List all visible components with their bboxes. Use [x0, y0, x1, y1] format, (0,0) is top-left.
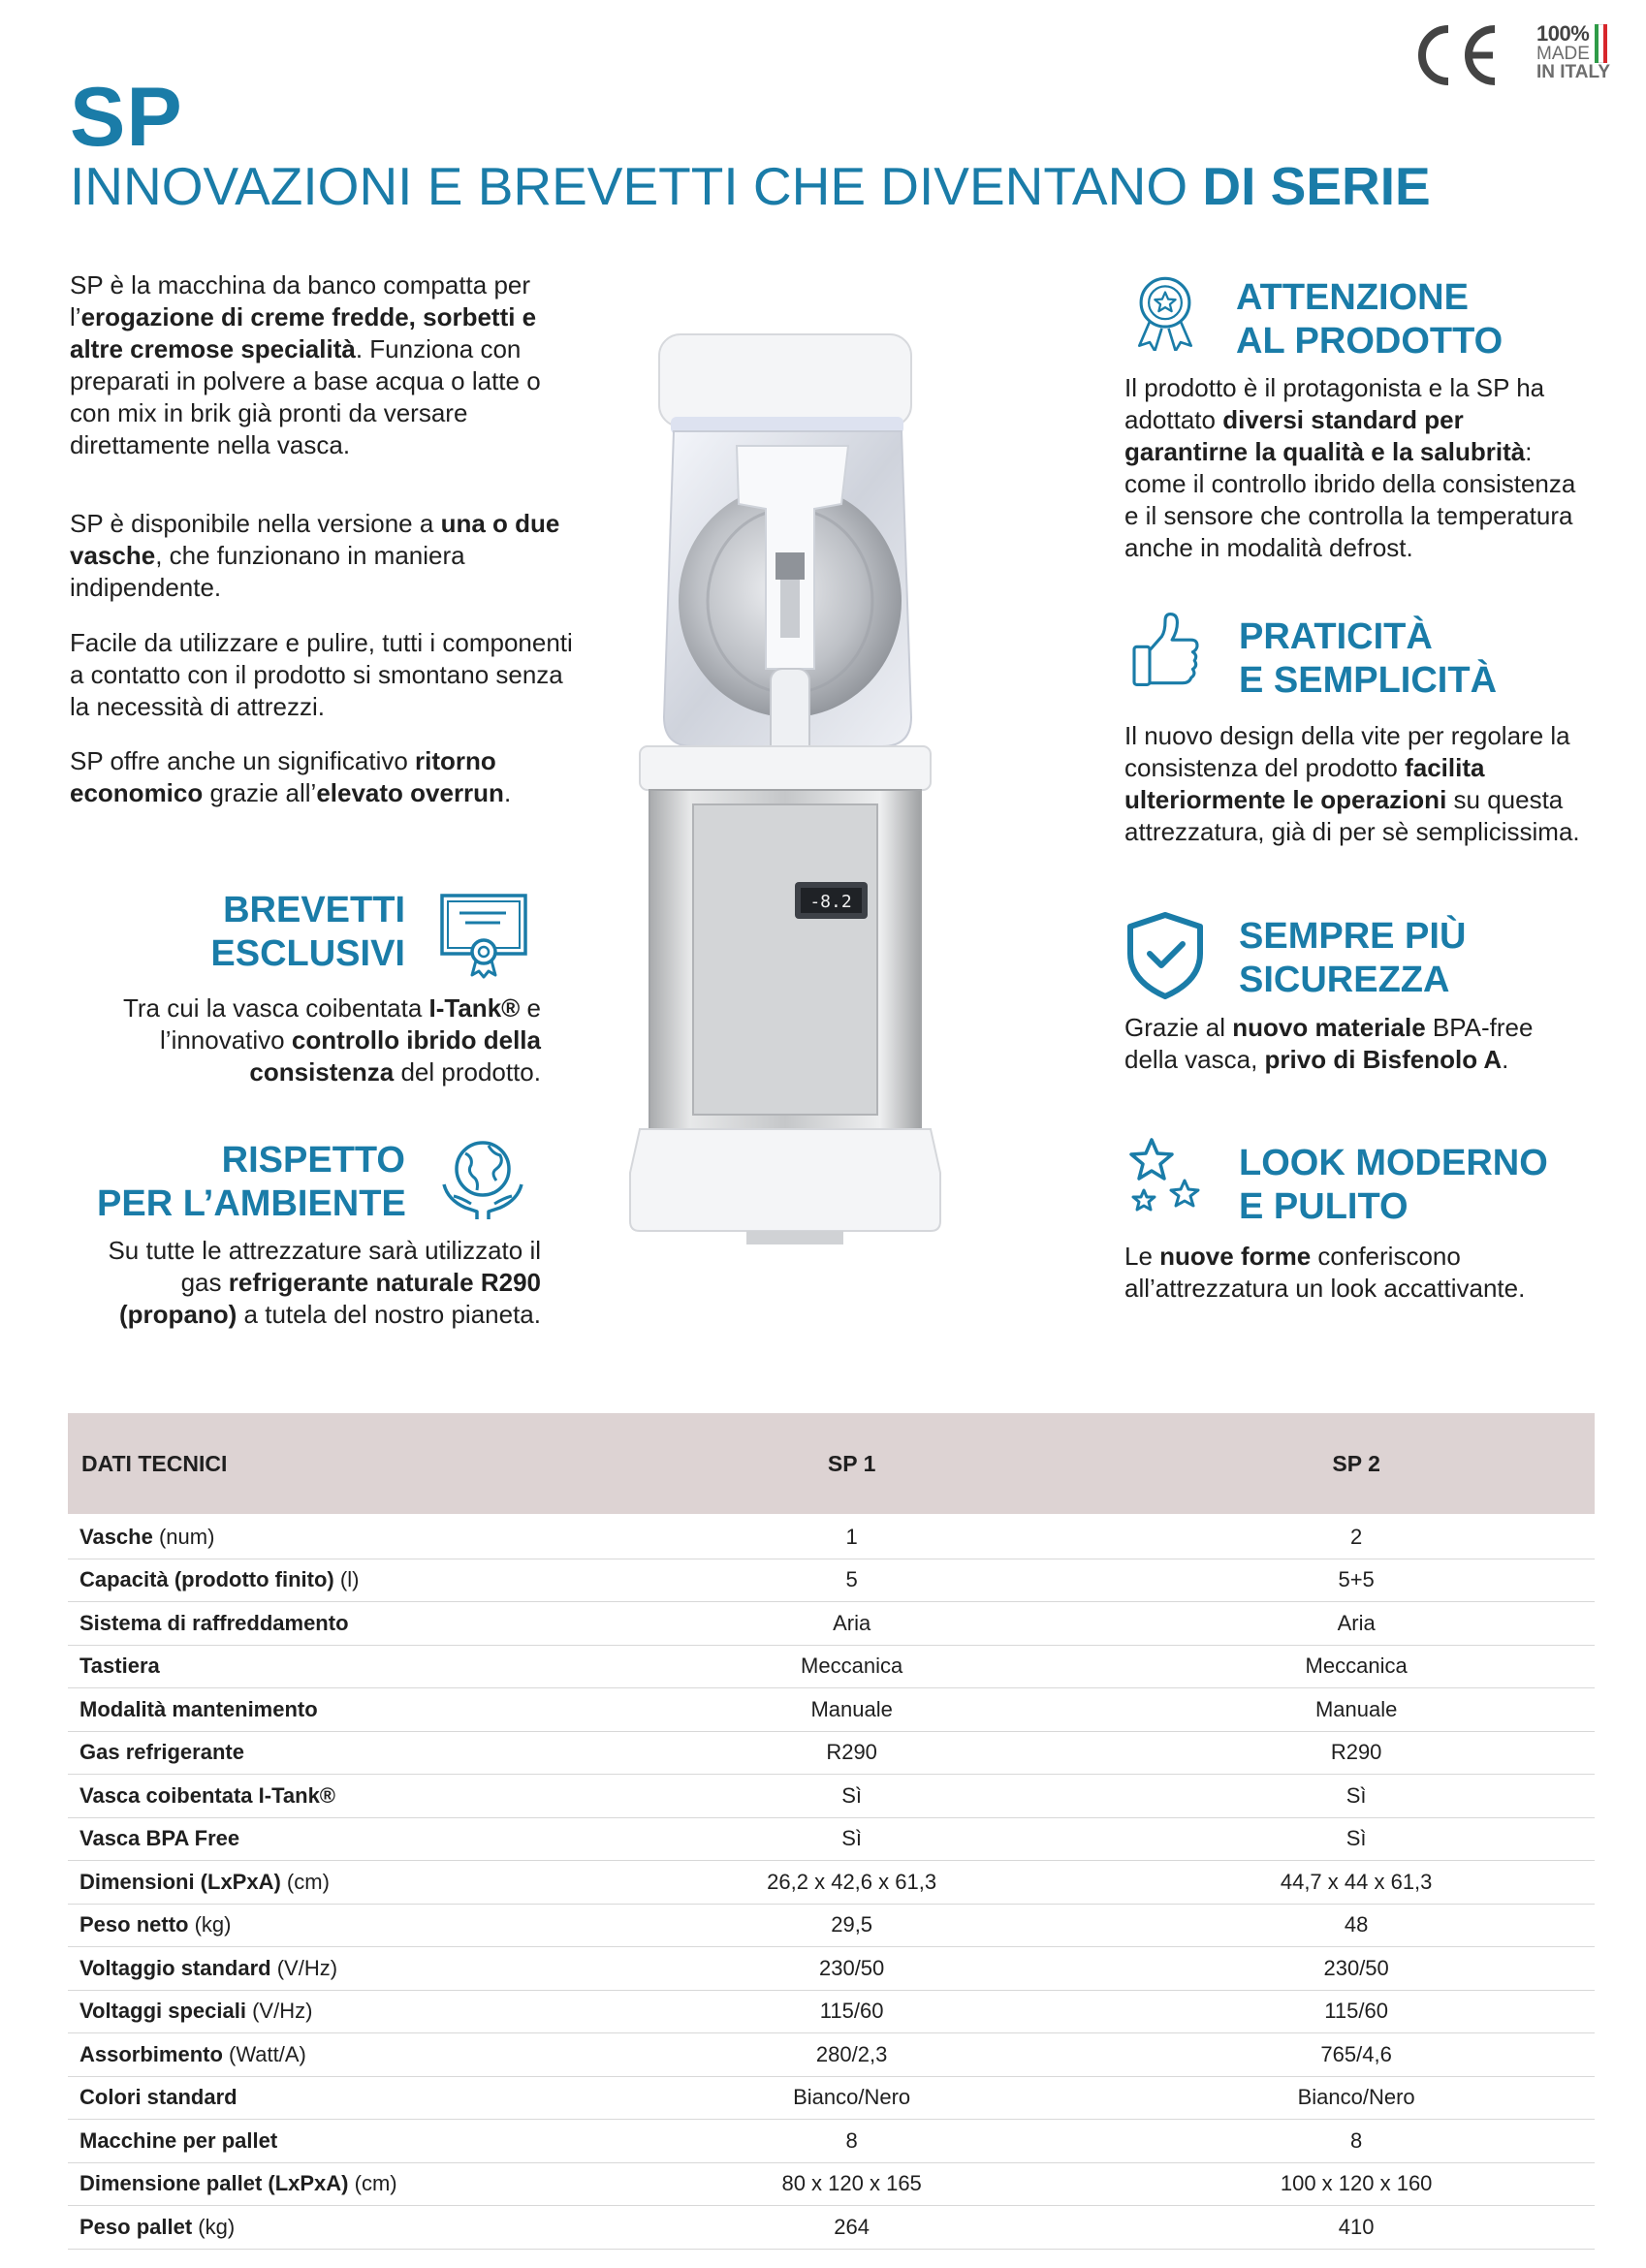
sp1-value: 264 — [586, 2206, 1118, 2250]
page-title: SP — [70, 71, 183, 164]
feature-praticita-title: PRATICITÀ E SEMPLICITÀ — [1239, 616, 1498, 701]
row-label: Colori standard — [68, 2076, 586, 2120]
intro-paragraph-3: Facile da utilizzare e pulire, tutti i componenti a contatto con il prodotto si smontano senza la necessità di attrezzi. — [70, 628, 573, 721]
sp2-value: 5+5 — [1118, 1559, 1595, 1602]
sp1-value: 1 — [586, 1514, 1118, 1559]
sp2-value: R290 — [1118, 1731, 1595, 1775]
feature-attenzione-body: Il prodotto è il protagonista e la SP ha adottato diversi standard per garantirne la qualità e la salubrità: come il controllo ibrido della consistenza e il sensore che controlla la temperatura anche in modalità defrost. — [1124, 373, 1576, 562]
stars-icon — [1124, 1136, 1204, 1217]
feature-brevetti-title: BREVETTI ESCLUSIVI — [210, 890, 405, 974]
subtitle-regular: INNOVAZIONI E BREVETTI CHE DIVENTANO — [70, 156, 1203, 216]
sp2-value: 48 — [1118, 1904, 1595, 1947]
table-row — [68, 1645, 1595, 1688]
feature-sicurezza-title: SEMPRE PIÙ SICUREZZA — [1239, 916, 1467, 1000]
page-subtitle — [70, 156, 1431, 216]
shield-check-icon — [1124, 911, 1206, 1000]
feature-praticita-body: Il nuovo design della vite per regolare la consistenza del prodotto facilita ulteriormente le operazioni su questa attrezzatura, già di per sè semplicissima. — [1124, 721, 1580, 846]
sp1-value: Aria — [586, 1602, 1118, 1646]
row-label: Gas refrigerante — [68, 1731, 586, 1775]
intro-paragraph-1: SP è la macchina da banco compatta per l’erogazione di creme fredde, sorbetti e altre cremose specialità. Funziona con preparati in polvere a base acqua o latte o con mix in brik già pronti da versare direttamente nella vasca. — [70, 270, 541, 459]
feature-brevetti-body: Tra cui la vasca coibentata I-Tank® e l’innovativo controllo ibrido della consistenza del prodotto. — [122, 993, 541, 1087]
row-label: Voltaggi speciali (V/Hz) — [68, 1990, 586, 2033]
sp2-value: Sì — [1118, 1775, 1595, 1818]
made-in-italy-badge — [1536, 21, 1624, 89]
row-label: Dimensione pallet (LxPxA) (cm) — [68, 2162, 586, 2206]
sp1-value: 230/50 — [586, 1947, 1118, 1991]
sp2-value: 44,7 x 44 x 61,3 — [1118, 1861, 1595, 1905]
sp1-value: 26,2 x 42,6 x 61,3 — [586, 1861, 1118, 1905]
feature-sicurezza-body: Grazie al nuovo materiale BPA-free della vasca, privo di Bisfenolo A. — [1124, 1013, 1534, 1074]
table-row — [68, 1731, 1595, 1775]
thumbs-up-icon — [1126, 611, 1204, 688]
table-row — [68, 1861, 1595, 1905]
sp2-value: 8 — [1118, 2120, 1595, 2163]
spec-table — [68, 1413, 1595, 2250]
table-row — [68, 1904, 1595, 1947]
table-row — [68, 1688, 1595, 1732]
sp2-value: Sì — [1118, 1817, 1595, 1861]
italian-flag-icon — [1595, 24, 1607, 63]
row-label: Tastiera — [68, 1645, 586, 1688]
sp1-value: R290 — [586, 1731, 1118, 1775]
sp2-value: Aria — [1118, 1602, 1595, 1646]
intro-paragraph-2: SP è disponibile nella versione a una o due vasche, che funzionano in maniera indipendente. — [70, 509, 560, 602]
header-sp2: SP 2 — [1332, 1450, 1380, 1476]
sp2-value: 765/4,6 — [1118, 2033, 1595, 2077]
table-row — [68, 2076, 1595, 2120]
ce-mark-icon — [1406, 23, 1503, 87]
spec-table-body — [68, 1514, 1595, 2249]
sp1-value: 280/2,3 — [586, 2033, 1118, 2077]
row-label: Vasche (num) — [68, 1514, 586, 1559]
header-dati-tecnici: DATI TECNICI — [81, 1450, 228, 1476]
table-row — [68, 1817, 1595, 1861]
sp1-value: Manuale — [586, 1688, 1118, 1732]
machine-display-text: -8.2 — [809, 892, 852, 912]
sp1-value: Sì — [586, 1817, 1118, 1861]
table-row — [68, 1990, 1595, 2033]
sp2-value: Manuale — [1118, 1688, 1595, 1732]
feature-ambiente-title: RISPETTO PER L’AMBIENTE — [97, 1140, 406, 1224]
table-row — [68, 1514, 1595, 1559]
feature-attenzione-title: ATTENZIONE AL PRODOTTO — [1236, 277, 1504, 362]
table-row — [68, 1602, 1595, 1646]
made-pct: 100% — [1536, 21, 1590, 46]
sp1-value: 115/60 — [586, 1990, 1118, 2033]
sp1-value: Sì — [586, 1775, 1118, 1818]
table-row — [68, 2033, 1595, 2077]
table-row — [68, 2120, 1595, 2163]
certificate-icon — [438, 892, 529, 979]
sp1-value: Meccanica — [586, 1645, 1118, 1688]
globe-hands-icon — [438, 1134, 527, 1221]
sp2-value: Bianco/Nero — [1118, 2076, 1595, 2120]
sp2-value: 410 — [1118, 2206, 1595, 2250]
intro-paragraph-4: SP offre anche un significativo ritorno economico grazie all’elevato overrun. — [70, 746, 512, 807]
row-label: Assorbimento (Watt/A) — [68, 2033, 586, 2077]
row-label: Peso pallet (kg) — [68, 2206, 586, 2250]
table-row — [68, 1775, 1595, 1818]
table-row — [68, 2162, 1595, 2206]
table-row — [68, 1947, 1595, 1991]
sp1-value: 80 x 120 x 165 — [586, 2162, 1118, 2206]
subtitle-bold: DI SERIE — [1202, 156, 1431, 216]
row-label: Peso netto (kg) — [68, 1904, 586, 1947]
sp-machine-image — [620, 320, 1047, 1289]
row-label: Sistema di raffreddamento — [68, 1602, 586, 1646]
row-label: Modalità mantenimento — [68, 1688, 586, 1732]
sp2-value: Meccanica — [1118, 1645, 1595, 1688]
sp1-value: 29,5 — [586, 1904, 1118, 1947]
sp2-value: 230/50 — [1118, 1947, 1595, 1991]
table-row — [68, 2206, 1595, 2250]
sp1-value: 5 — [586, 1559, 1118, 1602]
sp1-value: 8 — [586, 2120, 1118, 2163]
spec-table-header-row — [68, 1413, 1595, 1514]
sp2-value: 100 x 120 x 160 — [1118, 2162, 1595, 2206]
row-label: Macchine per pallet — [68, 2120, 586, 2163]
feature-ambiente-body: Su tutte le attrezzature sarà utilizzato il gas refrigerante naturale R290 (propano) a tutela del nostro pianeta. — [108, 1236, 541, 1329]
award-ribbon-icon — [1126, 273, 1204, 351]
sp2-value: 2 — [1118, 1514, 1595, 1559]
made-country: IN ITALY — [1536, 62, 1611, 82]
row-label: Vasca BPA Free — [68, 1817, 586, 1861]
feature-look-title: LOOK MODERNO E PULITO — [1239, 1143, 1548, 1227]
table-row — [68, 1559, 1595, 1602]
feature-look-body: Le nuove forme conferiscono all’attrezzatura un look accattivante. — [1124, 1242, 1526, 1303]
row-label: Voltaggio standard (V/Hz) — [68, 1947, 586, 1991]
row-label: Vasca coibentata I-Tank® — [68, 1775, 586, 1818]
row-label: Capacità (prodotto finito) (l) — [68, 1559, 586, 1602]
sp1-value: Bianco/Nero — [586, 2076, 1118, 2120]
header-sp1: SP 1 — [827, 1450, 876, 1476]
row-label: Dimensioni (LxPxA) (cm) — [68, 1861, 586, 1905]
made-word: MADE — [1536, 44, 1590, 64]
sp2-value: 115/60 — [1118, 1990, 1595, 2033]
